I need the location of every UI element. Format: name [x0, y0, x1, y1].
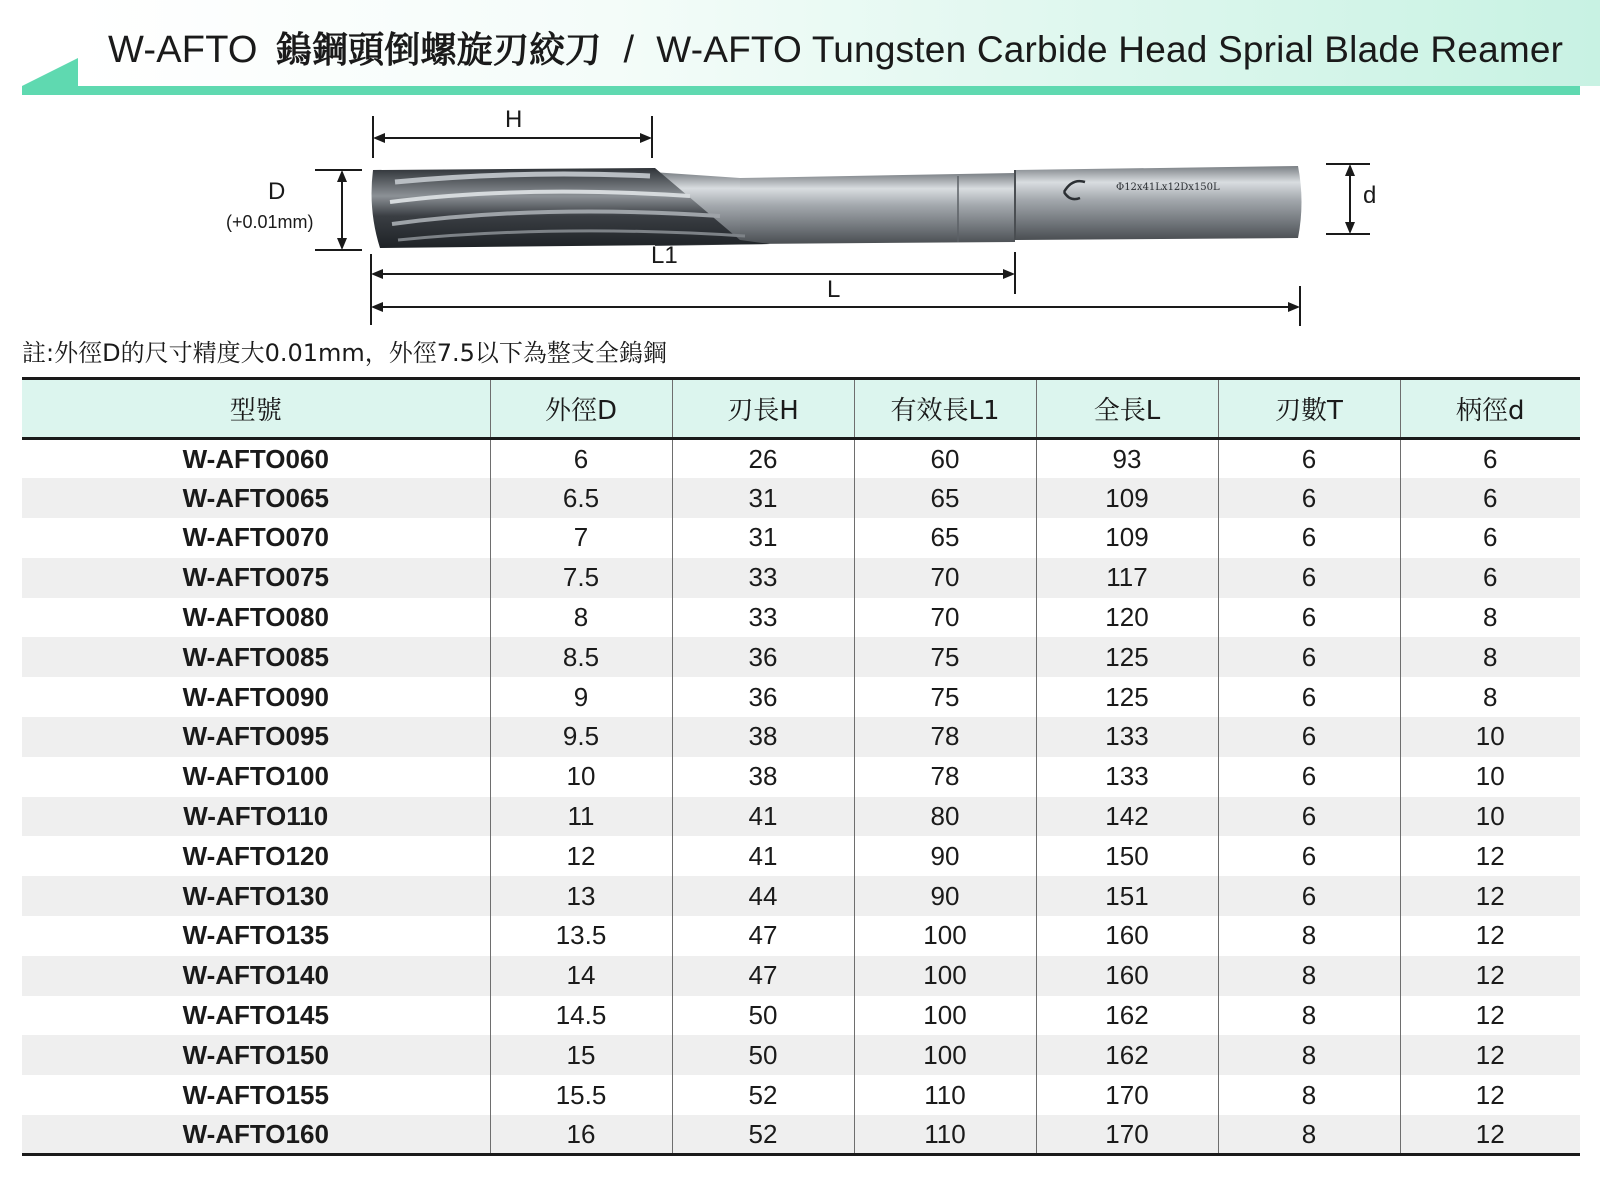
cell-flutes: 6	[1218, 439, 1400, 479]
cell-blade-length: 31	[672, 478, 854, 518]
cell-outer-diameter: 7	[490, 518, 672, 558]
cell-shank-diameter: 12	[1400, 876, 1580, 916]
cell-shank-diameter: 8	[1400, 598, 1580, 638]
cell-outer-diameter: 9	[490, 677, 672, 717]
cell-overall-length: 162	[1036, 996, 1218, 1036]
table-row	[22, 677, 1580, 717]
dimension-big-d	[315, 170, 362, 250]
cell-model: W-AFTO140	[22, 956, 490, 996]
table-row	[22, 916, 1580, 956]
cell-overall-length: 160	[1036, 956, 1218, 996]
cell-effective-length: 100	[854, 1035, 1036, 1075]
page-header	[0, 0, 1600, 100]
cell-effective-length: 100	[854, 916, 1036, 956]
cell-shank-diameter: 12	[1400, 1075, 1580, 1115]
engraving-text: Φ12x41Lx12Dx150L	[1116, 182, 1220, 193]
cell-blade-length: 50	[672, 996, 854, 1036]
cell-outer-diameter: 13	[490, 876, 672, 916]
cell-flutes: 8	[1218, 916, 1400, 956]
page-title	[108, 22, 1563, 82]
cell-blade-length: 52	[672, 1075, 854, 1115]
cell-outer-diameter: 8	[490, 598, 672, 638]
table-row	[22, 478, 1580, 518]
cell-blade-length: 38	[672, 717, 854, 757]
table-row	[22, 996, 1580, 1036]
cell-effective-length: 90	[854, 876, 1036, 916]
title-model: W-AFTO	[108, 29, 258, 71]
cell-effective-length: 65	[854, 478, 1036, 518]
cell-shank-diameter: 8	[1400, 637, 1580, 677]
cell-overall-length: 125	[1036, 637, 1218, 677]
cell-effective-length: 90	[854, 836, 1036, 876]
cell-effective-length: 65	[854, 518, 1036, 558]
cell-effective-length: 110	[854, 1115, 1036, 1155]
label-h: H	[505, 106, 523, 133]
cell-shank-diameter: 6	[1400, 478, 1580, 518]
cell-overall-length: 170	[1036, 1075, 1218, 1115]
table-row	[22, 836, 1580, 876]
table-body	[22, 439, 1580, 1155]
cell-model: W-AFTO060	[182, 443, 329, 474]
cell-overall-length: 150	[1036, 836, 1218, 876]
table-row	[22, 598, 1580, 638]
spec-table	[22, 377, 1580, 1156]
cell-outer-diameter: 14.5	[490, 996, 672, 1036]
cell-outer-diameter: 16	[490, 1115, 672, 1155]
cell-flutes: 8	[1218, 1115, 1400, 1155]
table-row	[22, 518, 1580, 558]
header-overall-length: 全長L	[1036, 379, 1218, 439]
header-flutes: 刃數T	[1218, 379, 1400, 439]
cell-flutes: 6	[1218, 677, 1400, 717]
cell-outer-diameter: 12	[490, 836, 672, 876]
cell-model: W-AFTO110	[22, 797, 490, 837]
table-row	[22, 1035, 1580, 1075]
cell-flutes: 6	[1218, 717, 1400, 757]
cell-shank-diameter: 6	[1400, 439, 1580, 479]
cell-blade-length: 47	[672, 956, 854, 996]
cell-blade-length: 31	[672, 518, 854, 558]
cell-overall-length: 120	[1036, 598, 1218, 638]
table-row	[22, 1075, 1580, 1115]
cell-outer-diameter: 10	[490, 757, 672, 797]
cell-effective-length: 60	[854, 439, 1036, 479]
cell-shank-diameter: 12	[1400, 836, 1580, 876]
cell-effective-length: 100	[854, 956, 1036, 996]
label-l: L	[827, 276, 841, 303]
cell-blade-length: 47	[672, 916, 854, 956]
cell-model: W-AFTO145	[182, 1000, 329, 1031]
cell-outer-diameter: 13.5	[490, 916, 672, 956]
cell-outer-diameter: 11	[490, 797, 672, 837]
cell-flutes: 6	[1218, 836, 1400, 876]
cell-flutes: 6	[1218, 637, 1400, 677]
cell-outer-diameter: 14	[490, 956, 672, 996]
cell-outer-diameter: 15.5	[490, 1075, 672, 1115]
label-d-tolerance: (+0.01mm)	[226, 212, 314, 232]
cell-shank-diameter: 12	[1400, 1115, 1580, 1155]
dimension-l1	[371, 252, 1015, 325]
cell-effective-length: 78	[854, 717, 1036, 757]
title-separator: /	[623, 29, 635, 71]
cell-shank-diameter: 6	[1400, 518, 1580, 558]
table-row	[22, 717, 1580, 757]
cell-effective-length: 80	[854, 797, 1036, 837]
title-english: W-AFTO Tungsten Carbide Head Sprial Blade Reamer	[656, 29, 1564, 70]
cell-effective-length: 75	[854, 637, 1036, 677]
cell-shank-diameter: 12	[1400, 996, 1580, 1036]
cell-outer-diameter: 7.5	[490, 558, 672, 598]
cell-outer-diameter: 15	[490, 1035, 672, 1075]
cell-blade-length: 26	[672, 439, 854, 479]
cell-flutes: 8	[1218, 1075, 1400, 1115]
cell-flutes: 6	[1218, 598, 1400, 638]
cell-blade-length: 41	[672, 836, 854, 876]
label-d: D	[268, 178, 286, 205]
cell-flutes: 6	[1218, 797, 1400, 837]
cell-model: W-AFTO075	[22, 558, 490, 598]
cell-blade-length: 33	[672, 558, 854, 598]
cell-blade-length: 50	[672, 1035, 854, 1075]
cell-effective-length: 78	[854, 757, 1036, 797]
cell-outer-diameter: 8.5	[490, 637, 672, 677]
cell-blade-length: 41	[672, 797, 854, 837]
cell-shank-diameter: 10	[1400, 717, 1580, 757]
title-chinese: 鎢鋼頭倒螺旋刃絞刀	[275, 30, 602, 71]
cell-blade-length: 33	[672, 598, 854, 638]
cell-model: W-AFTO090	[182, 681, 329, 712]
cell-overall-length: 133	[1036, 717, 1218, 757]
cell-model: W-AFTO120	[182, 840, 329, 871]
cell-shank-diameter: 12	[1400, 1035, 1580, 1075]
spec-note: 註:外徑D的尺寸精度大0.01mm，外徑7.5以下為整支全鎢鋼	[22, 339, 667, 367]
cell-overall-length: 125	[1036, 677, 1218, 717]
cell-flutes: 8	[1218, 996, 1400, 1036]
table-row	[22, 876, 1580, 916]
label-shank-d: d	[1363, 182, 1377, 209]
cell-model: W-AFTO135	[182, 920, 329, 951]
cell-outer-diameter: 6	[490, 439, 672, 479]
cell-effective-length: 70	[854, 598, 1036, 638]
header-outer-diameter: 外徑D	[490, 379, 672, 439]
cell-flutes: 6	[1218, 558, 1400, 598]
cell-overall-length: 170	[1036, 1115, 1218, 1155]
header-blade-length: 刃長H	[672, 379, 854, 439]
table-row	[22, 558, 1580, 598]
cell-model: W-AFTO155	[182, 1079, 329, 1110]
table-row	[22, 439, 1580, 479]
cell-model: W-AFTO160	[22, 1115, 490, 1155]
reamer-body	[372, 166, 1302, 248]
cell-outer-diameter: 6.5	[490, 478, 672, 518]
reamer-diagram	[0, 100, 1600, 335]
cell-outer-diameter: 9.5	[490, 717, 672, 757]
cell-shank-diameter: 10	[1400, 757, 1580, 797]
cell-blade-length: 36	[672, 637, 854, 677]
cell-blade-length: 52	[672, 1115, 854, 1155]
table-header-row	[22, 379, 1580, 439]
cell-flutes: 6	[1218, 876, 1400, 916]
table-row	[22, 1115, 1580, 1155]
cell-overall-length: 109	[1036, 478, 1218, 518]
label-l1: L1	[651, 242, 678, 269]
cell-effective-length: 75	[854, 677, 1036, 717]
cell-model: W-AFTO130	[22, 876, 490, 916]
header-effective-length: 有效長L1	[854, 379, 1036, 439]
cell-effective-length: 100	[854, 996, 1036, 1036]
cell-overall-length: 109	[1036, 518, 1218, 558]
cell-flutes: 8	[1218, 956, 1400, 996]
cell-model: W-AFTO100	[182, 761, 329, 792]
cell-model: W-AFTO095	[22, 717, 490, 757]
cell-effective-length: 70	[854, 558, 1036, 598]
cell-flutes: 8	[1218, 1035, 1400, 1075]
cell-model: W-AFTO085	[22, 637, 490, 677]
table-row	[22, 956, 1580, 996]
cell-shank-diameter: 10	[1400, 797, 1580, 837]
cell-overall-length: 162	[1036, 1035, 1218, 1075]
cell-blade-length: 38	[672, 757, 854, 797]
cell-flutes: 6	[1218, 478, 1400, 518]
header-model: 型號	[22, 379, 490, 439]
cell-model: W-AFTO070	[182, 522, 329, 553]
cell-overall-length: 151	[1036, 876, 1218, 916]
cell-overall-length: 160	[1036, 916, 1218, 956]
header-shank-diameter: 柄徑d	[1400, 379, 1580, 439]
cell-shank-diameter: 12	[1400, 916, 1580, 956]
table-row	[22, 797, 1580, 837]
cell-model: W-AFTO065	[22, 478, 490, 518]
cell-model: W-AFTO080	[182, 602, 329, 633]
cell-blade-length: 36	[672, 677, 854, 717]
cell-overall-length: 93	[1036, 439, 1218, 479]
cell-model: W-AFTO150	[22, 1035, 490, 1075]
cell-flutes: 6	[1218, 757, 1400, 797]
cell-shank-diameter: 12	[1400, 956, 1580, 996]
cell-shank-diameter: 6	[1400, 558, 1580, 598]
cell-overall-length: 142	[1036, 797, 1218, 837]
cell-blade-length: 44	[672, 876, 854, 916]
cell-shank-diameter: 8	[1400, 677, 1580, 717]
cell-flutes: 6	[1218, 518, 1400, 558]
cell-effective-length: 110	[854, 1075, 1036, 1115]
table-row	[22, 757, 1580, 797]
table-row	[22, 637, 1580, 677]
cell-overall-length: 117	[1036, 558, 1218, 598]
cell-overall-length: 133	[1036, 757, 1218, 797]
